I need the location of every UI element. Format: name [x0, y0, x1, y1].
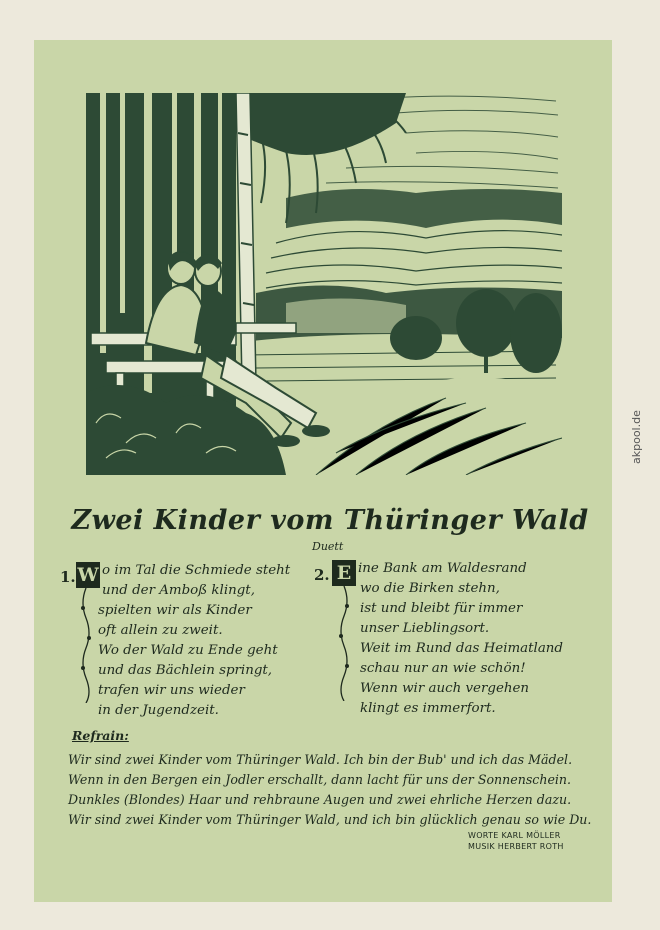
- song-title: Zwei Kinder vom Thüringer Wald: [71, 505, 589, 536]
- refrain-line: Wenn in den Bergen ein Jodler erschallt, dann lacht für uns der Sonnenschein.: [68, 772, 572, 787]
- verse-line: wo die Birken stehn,: [360, 581, 500, 596]
- refrain-label: Refrain:: [72, 728, 129, 743]
- drop-cap-initial: W: [77, 564, 99, 586]
- verse-line: und das Bächlein springt,: [98, 663, 273, 678]
- lyrics-credit: WORTE KARL MÖLLER: [468, 831, 561, 840]
- verse-number: 1.: [60, 568, 76, 586]
- credits: [468, 830, 564, 852]
- verse-line: o im Tal die Schmiede steht: [102, 563, 291, 578]
- verse-line: schau nur an wie schön!: [360, 661, 526, 676]
- verse-line: Wo der Wald zu Ende geht: [98, 643, 278, 658]
- verse-line: trafen wir uns wieder: [98, 683, 245, 698]
- verse-line: unser Lieblingsort.: [360, 621, 490, 636]
- refrain-line: Dunkles (Blondes) Haar und rehbraune Augen und zwei ehrliche Herzen dazu.: [68, 792, 572, 807]
- drop-cap-initial: E: [332, 560, 356, 586]
- verse-line: in der Jugendzeit.: [98, 703, 219, 718]
- verse-line: Weit im Rund das Heimatland: [360, 641, 564, 656]
- music-credit: MUSIK HERBERT ROTH: [468, 842, 564, 851]
- duet-subtitle: Duett: [312, 540, 344, 553]
- verse-line: ine Bank am Waldesrand: [358, 561, 527, 576]
- vine-ornament-icon: [338, 586, 350, 701]
- watermark: akpool.de: [630, 410, 643, 464]
- verse-line: und der Amboß klingt,: [102, 583, 255, 598]
- verse-line: ist und bleibt für immer: [360, 601, 523, 616]
- refrain-text: [68, 750, 608, 830]
- vine-ornament-icon: [80, 588, 92, 703]
- refrain-line: Wir sind zwei Kinder vom Thüringer Wald. Ich bin der Bub' und ich das Mädel.: [68, 752, 573, 767]
- verse-line: oft allein zu zweit.: [98, 623, 223, 638]
- verse-line: Wenn wir auch vergehen: [360, 681, 530, 696]
- forest-valley-illustration: [86, 93, 562, 475]
- verse-number: 2.: [314, 566, 330, 584]
- verse-line: spielten wir als Kinder: [98, 603, 252, 618]
- verse-line: klingt es immerfort.: [360, 701, 496, 716]
- refrain-line: Wir sind zwei Kinder vom Thüringer Wald, und ich bin glücklich genau so wie Du.: [68, 812, 592, 827]
